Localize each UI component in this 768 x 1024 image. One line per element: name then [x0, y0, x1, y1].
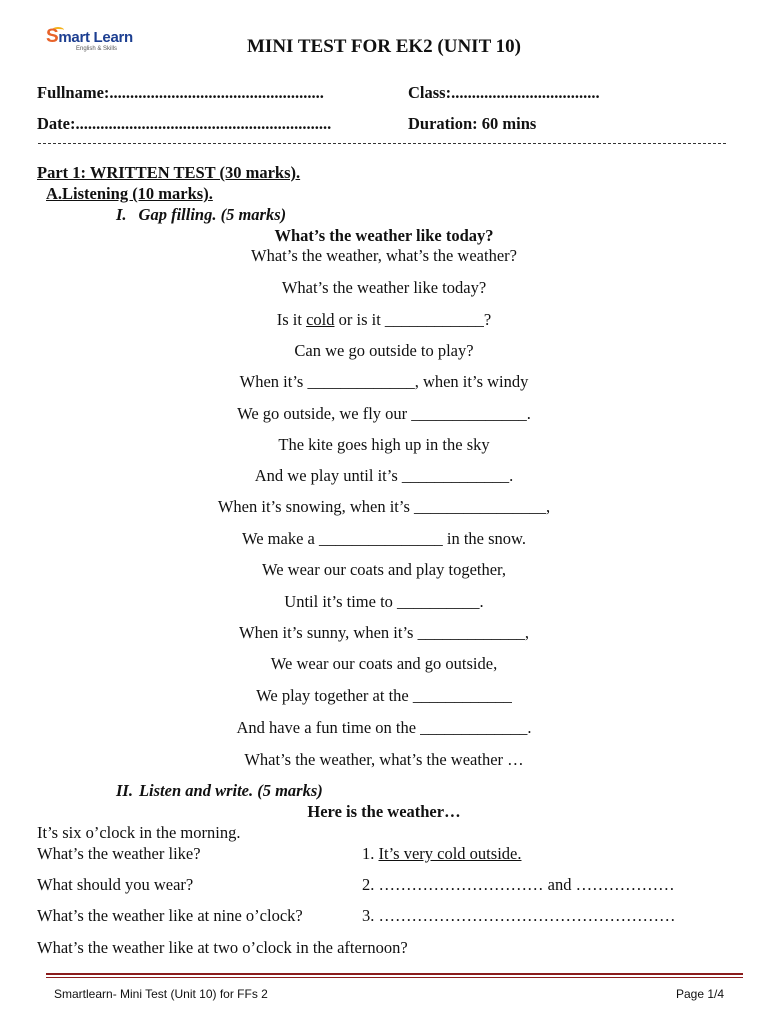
question-4: What’s the weather like at two o’clock in the afternoon?	[37, 938, 408, 957]
date-field: Date:..............................................................	[37, 114, 332, 133]
fullname-field: Fullname:....................................................	[37, 83, 324, 102]
question-3: What’s the weather like at nine o’clock?	[37, 906, 303, 925]
exercise2-heading: II. Listen and write. (5 marks)	[116, 781, 323, 800]
part1-heading: Part 1: WRITTEN TEST (30 marks).	[37, 163, 301, 182]
song-line: And have a fun time on the _____________.	[236, 718, 532, 737]
song-line: Can we go outside to play?	[294, 341, 474, 360]
footer-text: Smartlearn- Mini Test (Unit 10) for FFs 2	[54, 987, 268, 1001]
song-line: When it’s _____________, when it’s windy	[239, 372, 529, 391]
section-a-heading: A.Listening (10 marks).	[46, 184, 213, 203]
logo-brand: Smart Learn	[46, 26, 133, 47]
song-line: And we play until it’s _____________.	[254, 466, 514, 485]
answer-1: 1. It’s very cold outside.	[362, 844, 522, 863]
answer-3: 3. ………………………………………………	[362, 906, 676, 925]
exercise1-heading: I. Gap filling. (5 marks)	[116, 205, 287, 224]
passage-intro: It’s six o’clock in the morning.	[37, 823, 241, 842]
page-title: MINI TEST FOR EK2 (UNIT 10)	[247, 36, 521, 57]
song-line: The kite goes high up in the sky	[278, 435, 490, 454]
answer-2: 2. ………………………… and ………………	[362, 875, 675, 894]
question-1: What’s the weather like?	[37, 844, 201, 863]
class-field: Class:....................................	[408, 83, 600, 102]
song-line-3: Is it cold or is it ____________?	[276, 310, 492, 329]
song-line: Until it’s time to __________.	[284, 592, 484, 611]
song-line: We make a _______________ in the snow.	[241, 529, 526, 548]
song-line: We wear our coats and play together,	[261, 560, 507, 579]
question-2: What should you wear?	[37, 875, 194, 894]
footer-rule-thin	[46, 977, 743, 978]
passage-title: Here is the weather…	[307, 802, 461, 821]
song-line: What’s the weather, what’s the weather?	[251, 246, 517, 265]
song-line: What’s the weather, what’s the weather …	[244, 750, 524, 769]
song-title: What’s the weather like today?	[274, 226, 494, 245]
song-line: We wear our coats and go outside,	[270, 654, 498, 673]
logo-tagline: English & Skills	[76, 46, 118, 52]
song-line: We go outside, we fly our ______________.	[237, 404, 531, 423]
song-line: We play together at the ____________	[256, 686, 512, 705]
separator-line	[38, 143, 726, 144]
page-number: Page 1/4	[676, 987, 725, 1001]
song-line: What’s the weather like today?	[281, 278, 487, 297]
footer-rule	[46, 973, 743, 975]
song-line: When it’s snowing, when it’s ________________,	[217, 497, 551, 516]
duration-field: Duration: 60 mins	[408, 114, 537, 133]
song-line: When it’s sunny, when it’s _____________,	[239, 623, 529, 642]
